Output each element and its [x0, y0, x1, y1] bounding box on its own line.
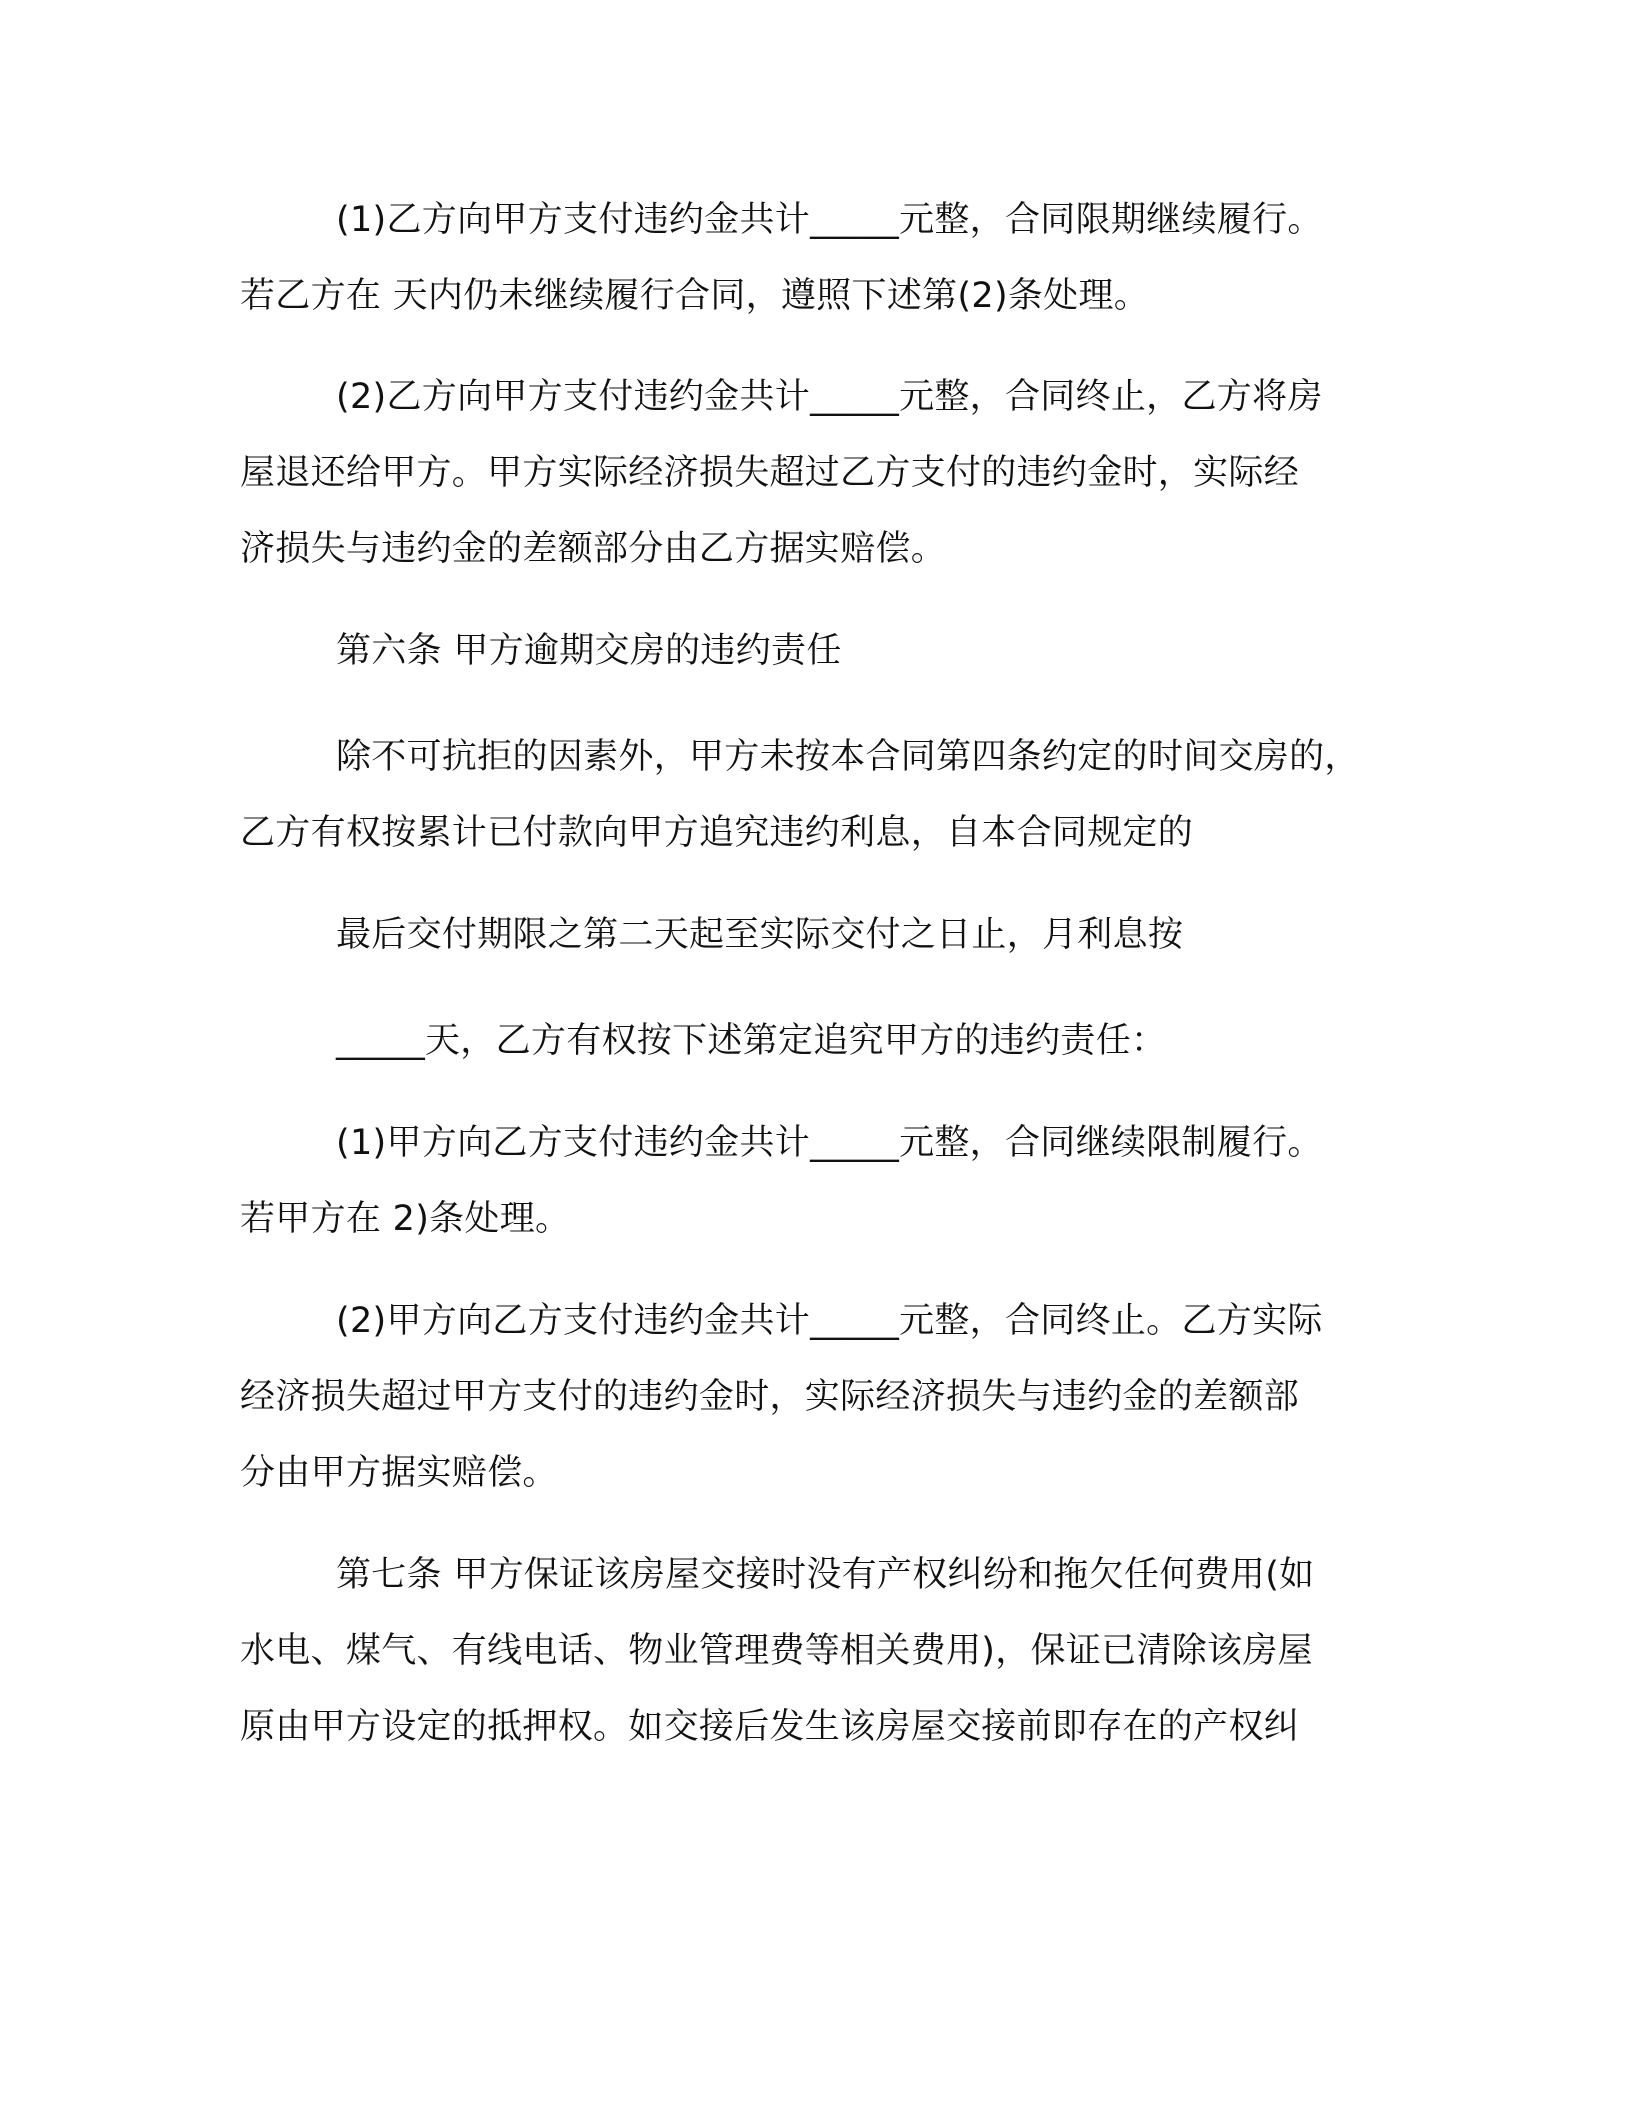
text-line: 除不可抗拒的因素外，甲方未按本合同第四条约定的时间交房的， [336, 737, 1360, 777]
text-line: 济损失与违约金的差额部分由乙方据实赔偿。 [240, 529, 947, 569]
text-line: _____天，乙方有权按下述第定追究甲方的违约责任： [336, 1021, 1167, 1061]
text-line: 最后交付期限之第二天起至实际交付之日止，月利息按 [336, 915, 1184, 955]
section-heading: 第七条 甲方保证该房屋交接时没有产权纠纷和拖欠任何费用(如 [336, 1555, 1315, 1595]
text-line: 屋退还给甲方。甲方实际经济损失超过乙方支付的违约金时，实际经 [240, 453, 1300, 493]
text-line: (2)甲方向乙方支付违约金共计_____元整，合同终止。乙方实际 [336, 1301, 1323, 1341]
text-line: (1)乙方向甲方支付违约金共计_____元整，合同限期继续履行。 [336, 200, 1323, 240]
text-line: 若乙方在 天内仍未继续履行合同，遵照下述第(2)条处理。 [240, 276, 1150, 316]
text-line: (1)甲方向乙方支付违约金共计_____元整，合同继续限制履行。 [336, 1123, 1323, 1163]
section-heading: 第六条 甲方逾期交房的违约责任 [336, 631, 842, 671]
text-line: 水电、煤气、有线电话、物业管理费等相关费用)，保证已清除该房屋 [240, 1631, 1313, 1671]
text-line: 分由甲方据实赔偿。 [240, 1453, 558, 1493]
text-line: 原由甲方设定的抵押权。如交接后发生该房屋交接前即存在的产权纠 [240, 1707, 1300, 1747]
text-line: 乙方有权按累计已付款向甲方追究违约利息，自本合同规定的 [240, 813, 1194, 853]
text-line: 经济损失超过甲方支付的违约金时，实际经济损失与违约金的差额部 [240, 1377, 1300, 1417]
text-line: (2)乙方向甲方支付违约金共计_____元整，合同终止，乙方将房 [336, 377, 1323, 417]
text-line: 若甲方在 2)条处理。 [240, 1199, 571, 1239]
